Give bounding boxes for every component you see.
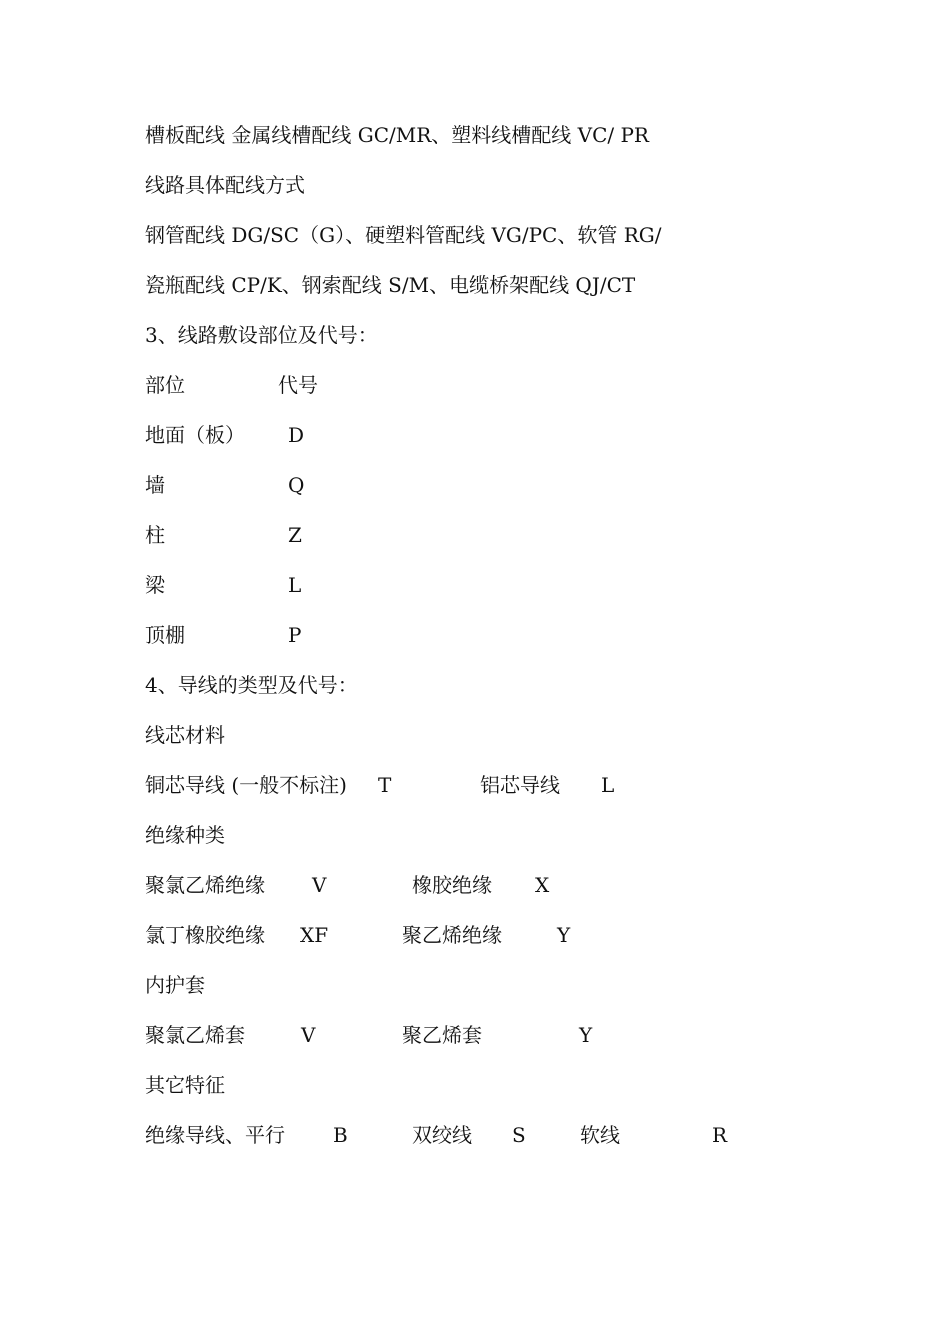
feature-name: 双绞线 (412, 1123, 472, 1147)
text-line-trough-wiring: 槽板配线 金属线槽配线 GC/MR、塑料线槽配线 VC/ PR (145, 123, 649, 147)
feature-name: 绝缘导线、平行 (145, 1123, 285, 1147)
feature-code: B (333, 1123, 348, 1147)
sheath-name: 聚氯乙烯套 (145, 1023, 245, 1047)
insulation-code: V (312, 873, 327, 897)
location-code: Q (288, 473, 305, 497)
core-aluminum-name: 铝芯导线 (480, 773, 560, 797)
location-name: 梁 (145, 573, 165, 597)
insulation-name: 聚乙烯绝缘 (402, 923, 502, 947)
sheath-name: 聚乙烯套 (402, 1023, 482, 1047)
insulation-code: XF (300, 923, 329, 947)
other-features-label: 其它特征 (145, 1073, 225, 1097)
core-copper-code: T (378, 773, 392, 797)
core-aluminum-code: L (601, 773, 615, 797)
text-line-wiring-methods: 线路具体配线方式 (145, 173, 305, 197)
insulation-label: 绝缘种类 (145, 823, 225, 847)
location-code: D (288, 423, 305, 447)
location-name: 柱 (145, 523, 165, 547)
header-location: 部位 (145, 373, 185, 397)
text-line-insulator-wiring: 瓷瓶配线 CP/K、钢索配线 S/M、电缆桥架配线 QJ/CT (145, 273, 636, 297)
feature-code: R (712, 1123, 728, 1147)
feature-name: 软线 (580, 1123, 620, 1147)
location-code: P (288, 623, 302, 647)
location-code: L (288, 573, 302, 597)
insulation-name: 橡胶绝缘 (412, 873, 492, 897)
section-3-heading: 3、线路敷设部位及代号： (145, 323, 378, 347)
location-name: 地面（板） (145, 423, 245, 447)
text-line-conduit-wiring: 钢管配线 DG/SC（G）、硬塑料管配线 VG/PC、软管 RG/ (145, 223, 662, 247)
location-code: Z (288, 523, 302, 547)
location-name: 顶棚 (145, 623, 185, 647)
insulation-name: 聚氯乙烯绝缘 (145, 873, 265, 897)
location-name: 墙 (145, 473, 165, 497)
insulation-name: 氯丁橡胶绝缘 (145, 923, 265, 947)
core-copper-name: 铜芯导线 (一般不标注) (145, 773, 347, 797)
feature-code: S (512, 1123, 526, 1147)
sheath-code: Y (579, 1023, 593, 1047)
sheath-code: V (301, 1023, 316, 1047)
header-code: 代号 (278, 373, 318, 397)
insulation-code: X (535, 873, 550, 897)
core-material-label: 线芯材料 (145, 723, 225, 747)
sheath-label: 内护套 (145, 973, 205, 997)
insulation-code: Y (557, 923, 571, 947)
section-4-heading: 4、导线的类型及代号： (145, 673, 358, 697)
